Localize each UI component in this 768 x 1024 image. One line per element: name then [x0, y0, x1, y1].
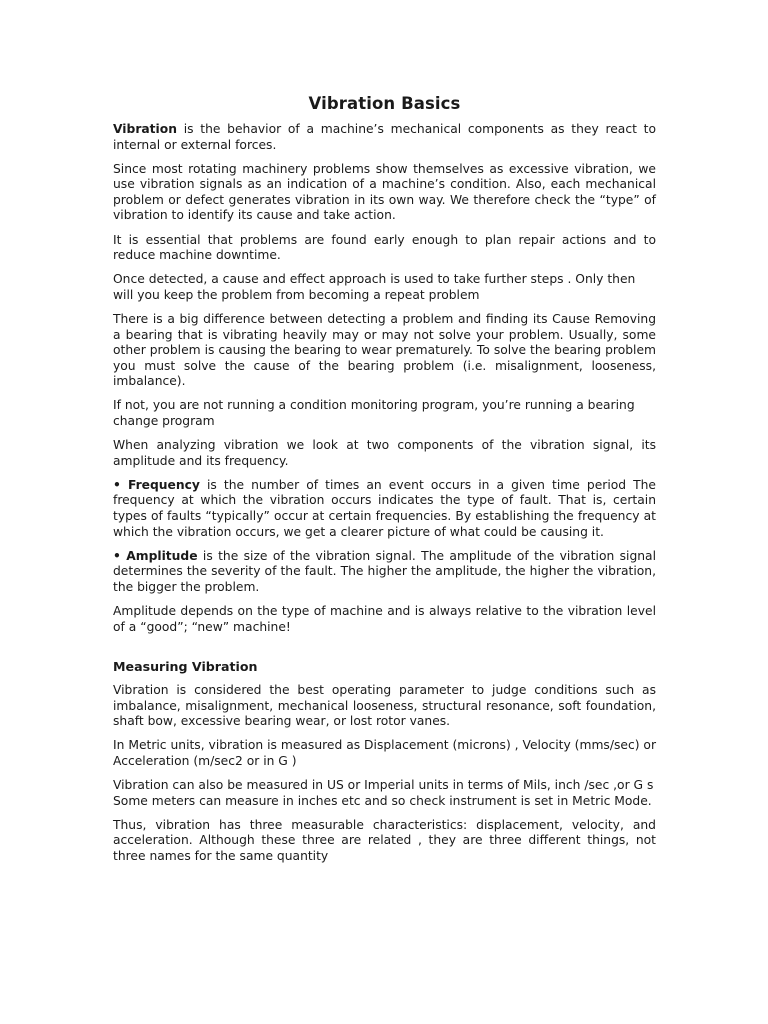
bullet-symbol: •: [113, 548, 121, 563]
paragraph-rotating-machinery: Since most rotating machinery problems show themselves as excessive vibration, we use vibration signals as an indication of a machine’s condition. Also, each mechanical problem or defect generates vibration in its own way. We therefore check the “type” of vibration to identify its cause and take action.: [113, 161, 656, 223]
paragraph-vibration-definition: [113, 122, 656, 153]
frequency-text: is the number of times an event occurs in a given time period The frequency at which the vibration occurs indicates the type of fault. That is, certain types of faults “typically” occur at certain frequencies. By establishing the frequency at which the vibration occurs, we get a clearer picture of what could be causing it.: [113, 477, 656, 539]
bullet-symbol: •: [113, 477, 121, 492]
section-heading-measuring: Measuring Vibration: [113, 659, 258, 675]
bullet-amplitude: [113, 549, 656, 596]
paragraph-amplitude-relative: Amplitude depends on the type of machine and is always relative to the vibration level of a “good”; “new” machine!: [113, 603, 656, 634]
paragraph-best-parameter: Vibration is considered the best operating parameter to judge conditions such as imbalance, misalignment, mechanical looseness, structural resonance, soft foundation, shaft bow, excessive bearing wear, or lost rotor vanes.: [113, 683, 656, 729]
term-amplitude: Amplitude: [126, 548, 198, 563]
paragraph-early-detection: It is essential that problems are found early enough to plan repair actions and to reduce machine downtime.: [113, 232, 656, 263]
paragraph-condition-monitoring: If not, you are not running a condition monitoring program, you’re running a bearing change program: [113, 398, 635, 428]
term-vibration: Vibration: [113, 122, 177, 136]
term-frequency: Frequency: [127, 477, 200, 492]
paragraph-two-components: When analyzing vibration we look at two components of the vibration signal, its amplitude and its frequency.: [113, 438, 656, 468]
paragraph-cause-effect: Once detected, a cause and effect approach is used to take further steps . Only then will you keep the problem from becoming a repeat problem: [113, 272, 636, 302]
paragraph-detect-vs-find: There is a big difference between detecting a problem and finding its Cause Removing a bearing that is vibrating heavily may or may not solve your problem. Usually, some other problem is causing the bearing to wear prematurely. To solve the bearing problem you must solve the cause of the bearing problem (i.e. misalignment, looseness, imbalance).: [113, 311, 656, 389]
definition-text: is the behavior of a machine’s mechanical components as they react to internal or external forces.: [113, 122, 656, 152]
amplitude-text: is the size of the vibration signal. The amplitude of the vibration signal determines the severity of the fault. The higher the amplitude, the higher the vibration, the bigger the problem.: [113, 548, 656, 594]
paragraph-three-characteristics: Thus, vibration has three measurable characteristics: displacement, velocity, and acceleration. Although these three are related , they are three different things, not three names for the same quantity: [113, 817, 656, 863]
bullet-frequency: [113, 478, 656, 540]
paragraph-imperial-units: Vibration can also be measured in US or Imperial units in terms of Mils, inch /sec ,or G s Some meters can measure in inches etc and so check instrument is set in Metric Mode.: [113, 778, 654, 808]
document-title: Vibration Basics: [308, 94, 461, 113]
paragraph-metric-units: In Metric units, vibration is measured as Displacement (microns) , Velocity (mms/sec) or Acceleration (m/sec2 or in G ): [113, 738, 656, 768]
